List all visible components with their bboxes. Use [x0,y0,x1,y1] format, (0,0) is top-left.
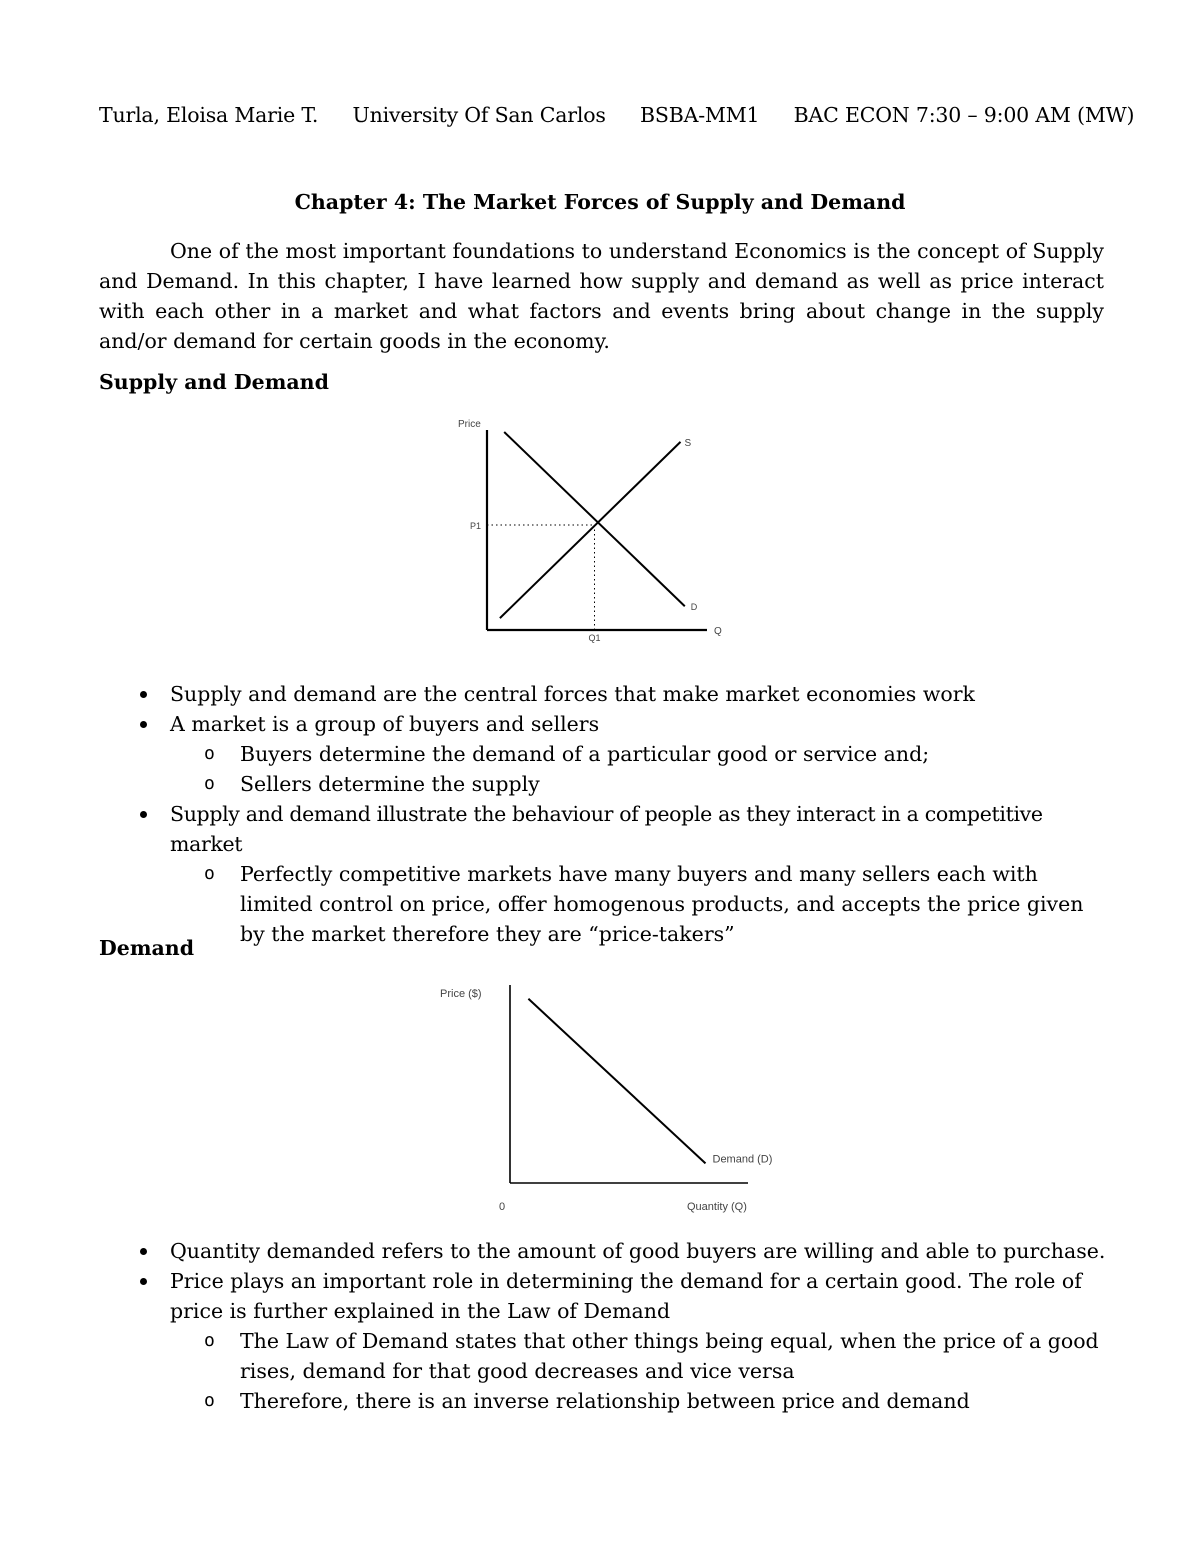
supply-demand-chart [450,412,730,662]
header-line [99,100,1134,130]
list-item: o Perfectly competitive markets have many buyers and many sellers each with limited control on price, offer homogenous products, and accepts the price given by the market therefore they are “price-takers” [99,859,1109,949]
list-item: Quantity demanded refers to the amount of good buyers are willing and able to purchase. [99,1236,1109,1266]
supply-curve [500,442,681,618]
price-tick-label: P1 [470,521,482,532]
list-item: o Therefore, there is an inverse relationship between price and demand [99,1386,1109,1416]
list-item: o Sellers determine the supply [99,769,1109,799]
list-item: Supply and demand are the central forces that make market economies work [99,679,1109,709]
demand-label: D [690,602,698,613]
quantity-tick-label: Q1 [588,633,601,643]
origin-label: 0 [499,1201,506,1213]
supply-label: S [684,437,692,449]
demand-label: Demand (D) [712,1153,773,1166]
x-axis-label: Quantity (Q) [687,1201,747,1213]
section2-bullets [99,1236,1109,1416]
list-item: o The Law of Demand states that other things being equal, when the price of a good rises, demand for that good decreases and vice versa [99,1326,1109,1386]
list-item: A market is a group of buyers and sellers [99,709,1109,739]
section-heading-demand: Demand [99,936,195,960]
intro-paragraph: One of the most important foundations to understand Economics is the concept of Supply and Demand. In this chapter, I have learned how supply and demand as well as price interact with each other in a market and what factors and events bring about change in the supply and/or demand for certain goods in the economy. [99,239,1104,353]
y-axis-label: Price [458,419,481,430]
school-name: University Of San Carlos [352,103,606,127]
section-heading-supply-demand: Supply and Demand [99,370,329,394]
program: BSBA-MM1 [640,103,760,127]
section1-bullets [99,679,1109,949]
course-schedule: BAC ECON 7:30 – 9:00 AM (MW) [793,103,1135,127]
list-item: Price plays an important role in determining the demand for a certain good. The role of price is further explained in the Law of Demand [99,1266,1109,1326]
y-axis-label: Price ($) [440,988,482,1000]
student-name: Turla, Eloisa Marie T. [99,103,319,127]
list-item: o Buyers determine the demand of a particular good or service and; [99,739,1109,769]
x-axis-label: Q [714,626,722,637]
demand-curve [528,999,705,1164]
chapter-title: Chapter 4: The Market Forces of Supply and Demand [294,190,906,214]
list-item: Supply and demand illustrate the behaviour of people as they interact in a competitive market [99,799,1109,859]
demand-chart [425,980,785,1220]
